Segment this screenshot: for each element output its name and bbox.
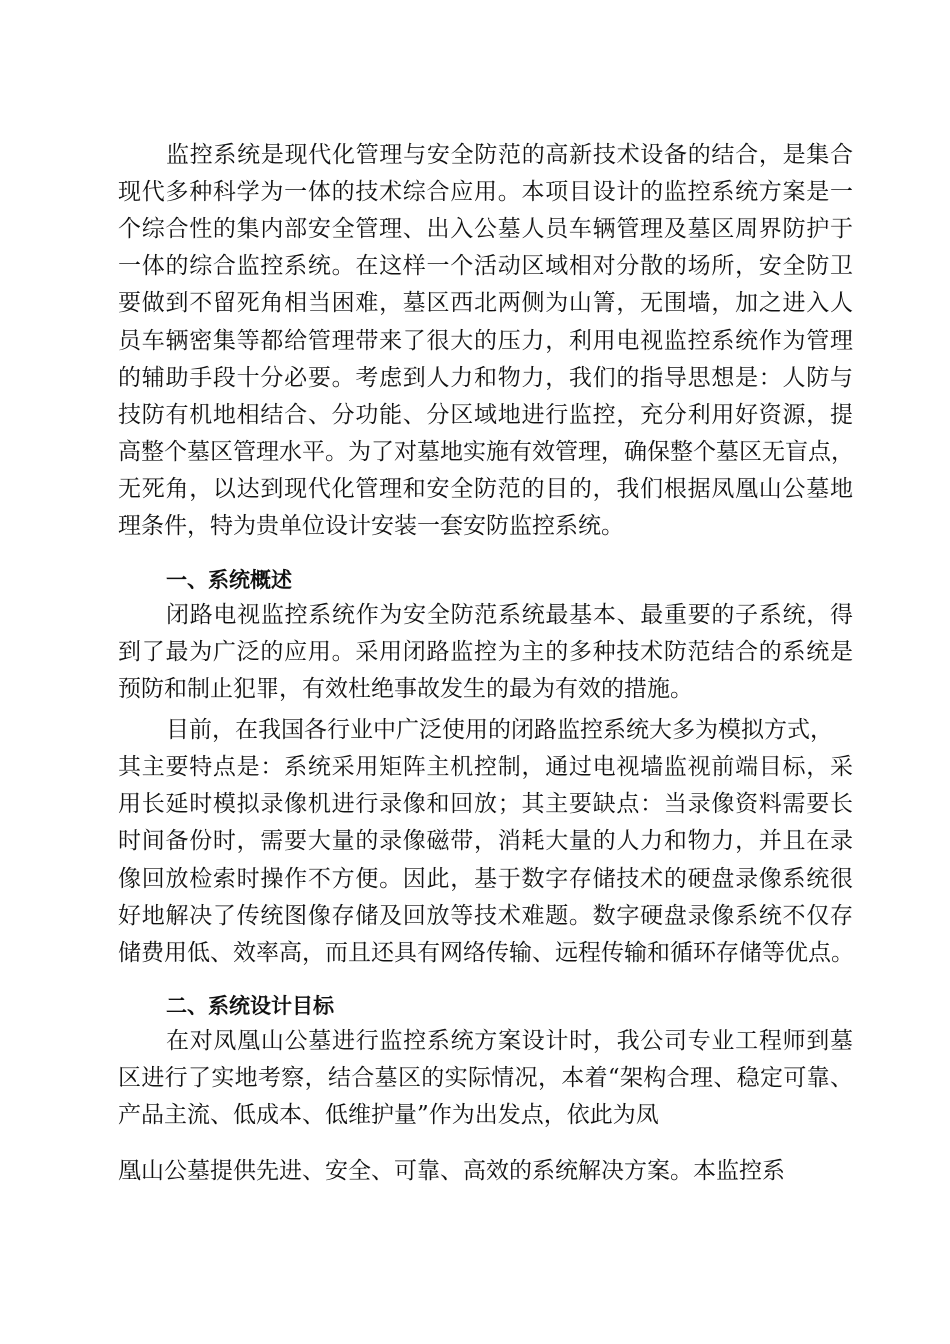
paragraph-line: 监控系统是现代化管理与安全防范的高新技术设备的结合，是集合 [166,142,853,168]
paragraph-line: 预防和制止犯罪，有效杜绝事故发生的最为有效的措施。 [118,676,693,702]
paragraph-line: 凰山公墓提供先进、安全、可靠、高效的系统解决方案。本监控系 [118,1158,785,1184]
paragraph-line: 产品主流、低成本、低维护量”作为出发点，依此为凤 [118,1102,659,1128]
paragraph-line: 现代多种科学为一体的技术综合应用。本项目设计的监控系统方案是一 [118,179,853,205]
paragraph-line: 区进行了实地考察，结合墓区的实际情况，本着“架构合理、稳定可靠、 [118,1065,853,1091]
paragraph-line: 个综合性的集内部安全管理、出入公墓人员车辆管理及墓区周界防护于 [118,216,853,242]
paragraph-line: 时间备份时，需要大量的录像磁带，消耗大量的人力和物力，并且在录 [118,828,853,854]
paragraph-line: 好地解决了传统图像存储及回放等技术难题。数字硬盘录像系统不仅存 [118,903,853,929]
paragraph-line: 储费用低、效率高，而且还具有网络传输、远程传输和循环存储等优点。 [118,940,854,966]
paragraph-line: 一体的综合监控系统。在这样一个活动区域相对分散的场所，安全防卫 [118,253,853,279]
paragraph-line: 到了最为广泛的应用。采用闭路监控为主的多种技术防范结合的系统是 [118,639,853,665]
paragraph-line: 高整个墓区管理水平。为了对墓地实施有效管理，确保整个墓区无盲点， [118,439,854,465]
paragraph-line: 的辅助手段十分必要。考虑到人力和物力，我们的指导思想是：人防与 [118,365,853,391]
paragraph-line: 像回放检索时操作不方便。因此，基于数字存储技术的硬盘录像系统很 [118,866,853,892]
paragraph-line: 用长延时模拟录像机进行录像和回放；其主要缺点：当录像资料需要长 [118,791,853,817]
paragraph-line: 无死角，以达到现代化管理和安全防范的目的，我们根据凤凰山公墓地 [118,476,853,502]
paragraph-line: 理条件，特为贵单位设计安装一套安防监控系统。 [118,513,624,539]
paragraph-line: 要做到不留死角相当困难，墓区西北两侧为山箐，无围墙，加之进入人 [118,290,853,316]
paragraph-line: 员车辆密集等都给管理带来了很大的压力，利用电视监控系统作为管理 [118,328,853,354]
paragraph-line: 目前，在我国各行业中广泛使用的闭路监控系统大多为模拟方式， [166,717,833,743]
paragraph-line: 闭路电视监控系统作为安全防范系统最基本、最重要的子系统，得 [166,602,853,628]
paragraph-line: 在对凤凰山公墓进行监控系统方案设计时，我公司专业工程师到墓 [166,1028,853,1054]
section-heading: 一、系统概述 [166,568,292,592]
paragraph-line: 技防有机地相结合、分功能、分区域地进行监控，充分利用好资源，提 [118,402,853,428]
section-heading: 二、系统设计目标 [166,994,334,1018]
paragraph-line: 其主要特点是：系统采用矩阵主机控制，通过电视墙监视前端目标，采 [118,754,853,780]
